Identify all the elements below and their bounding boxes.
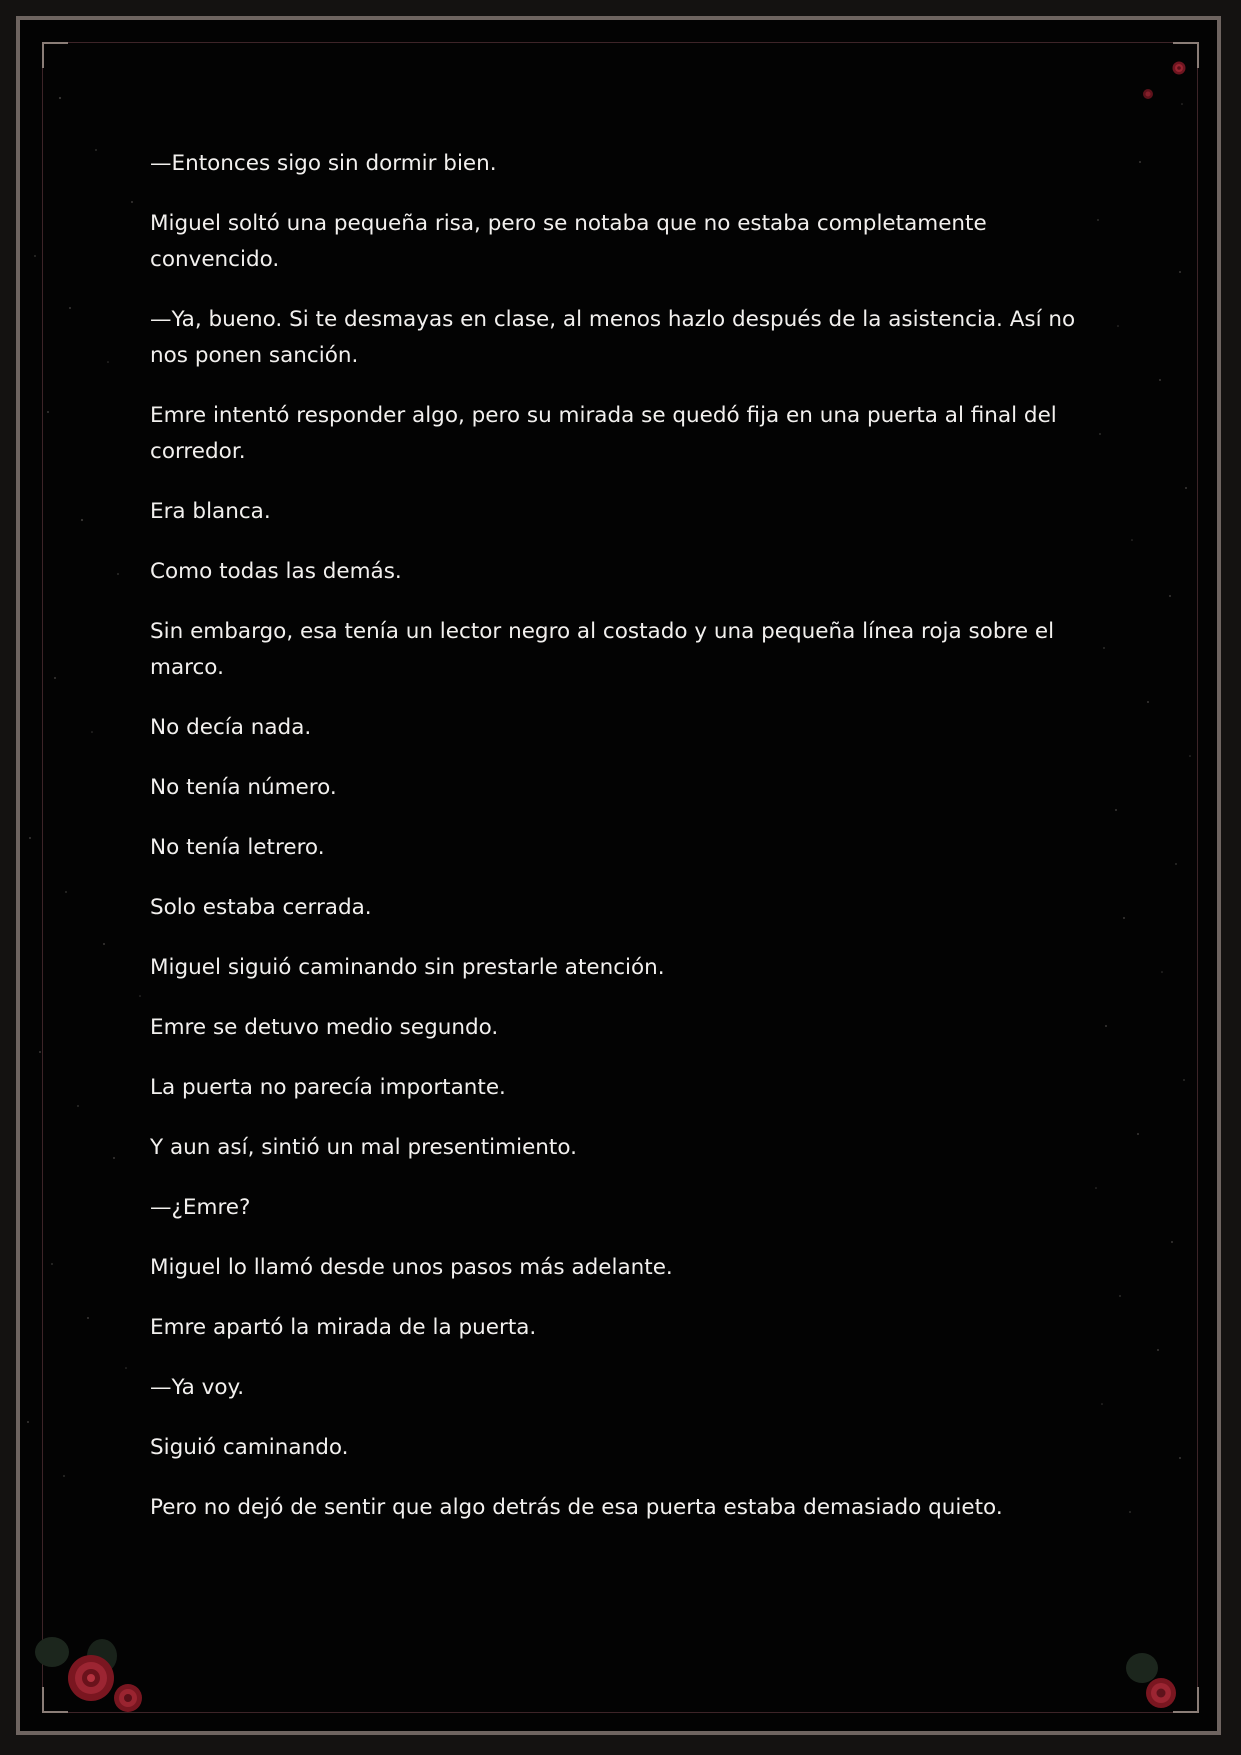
paragraph: Sin embargo, esa tenía un lector negro al costado y una pequeña línea roja sobre el marco. <box>150 619 1055 680</box>
paragraph: Y aun así, sintió un mal presentimiento. <box>150 1135 577 1160</box>
paragraph: Miguel lo llamó desde unos pasos más adelante. <box>150 1255 673 1280</box>
paragraph: Siguió caminando. <box>150 1435 349 1460</box>
paragraph: Era blanca. <box>150 499 271 524</box>
corner-ornament-bottom-right <box>1173 1687 1199 1713</box>
story-text <box>150 146 1090 1550</box>
paragraph: Emre intentó responder algo, pero su mirada se quedó fija en una puerta al final del corredor. <box>150 403 1057 464</box>
paragraph: —¿Emre? <box>150 1195 251 1220</box>
paragraph: La puerta no parecía importante. <box>150 1075 506 1100</box>
paragraph: Emre apartó la mirada de la puerta. <box>150 1315 537 1340</box>
paragraph: Solo estaba cerrada. <box>150 895 372 920</box>
paragraph: Miguel soltó una pequeña risa, pero se notaba que no estaba completamente convencido. <box>150 211 987 272</box>
paragraph: —Ya voy. <box>150 1375 245 1400</box>
paragraph: No decía nada. <box>150 715 312 740</box>
paragraph: Emre se detuvo medio segundo. <box>150 1015 499 1040</box>
corner-ornament-bottom-left <box>42 1687 68 1713</box>
paragraph: —Entonces sigo sin dormir bien. <box>150 151 497 176</box>
paragraph: —Ya, bueno. Si te desmayas en clase, al menos hazlo después de la asistencia. Así no nos ponen sanción. <box>150 307 1076 368</box>
paragraph: Pero no dejó de sentir que algo detrás de esa puerta estaba demasiado quieto. <box>150 1495 1003 1520</box>
paragraph: Miguel siguió caminando sin prestarle atención. <box>150 955 665 980</box>
paragraph: Como todas las demás. <box>150 559 402 584</box>
paragraph: No tenía número. <box>150 775 337 800</box>
corner-ornament-top-left <box>42 42 68 68</box>
corner-ornament-top-right <box>1173 42 1199 68</box>
paragraph: No tenía letrero. <box>150 835 325 860</box>
